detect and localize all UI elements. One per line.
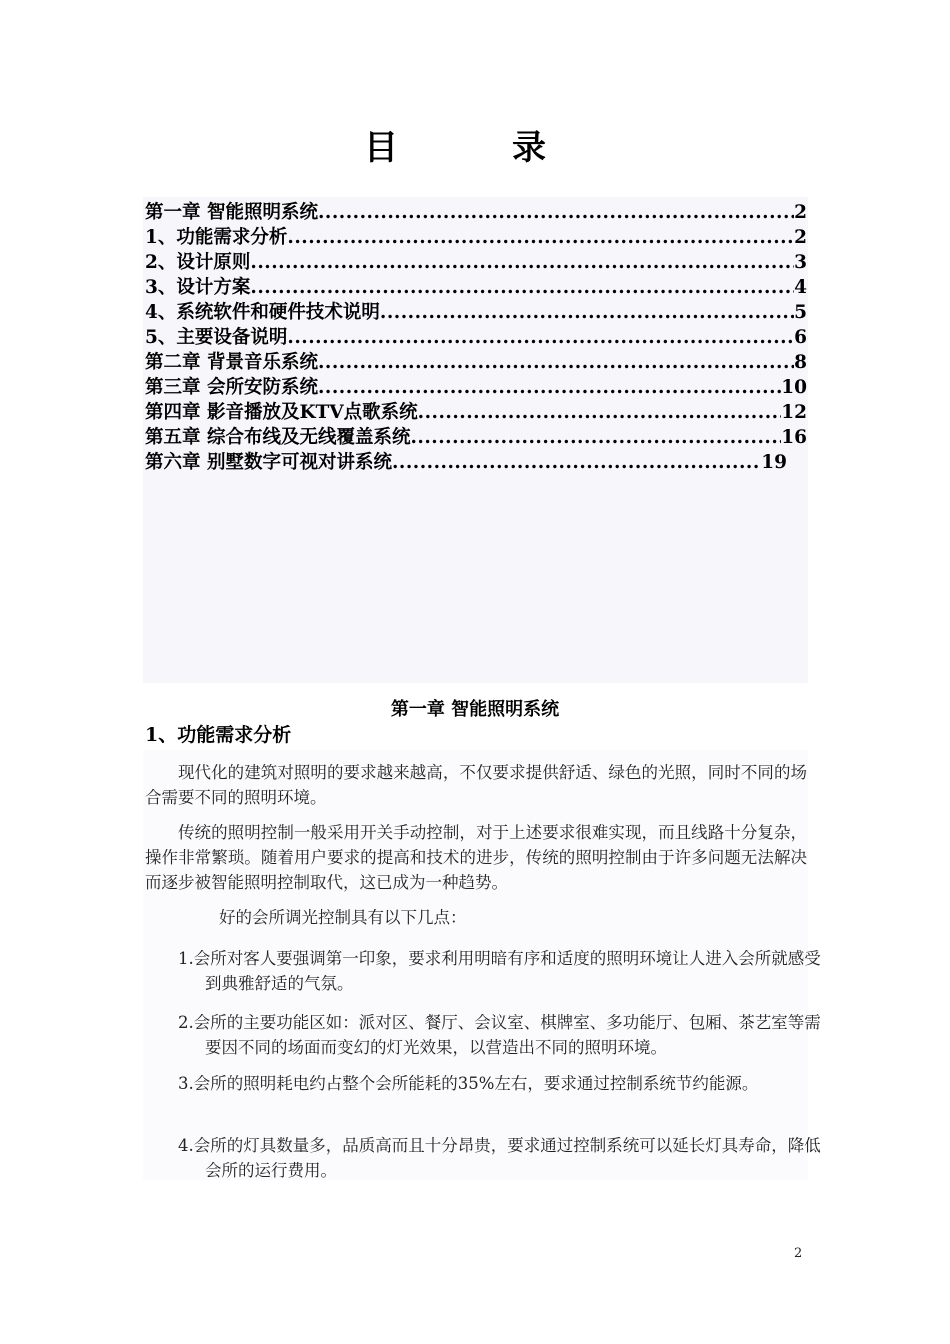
toc-entry[interactable] xyxy=(145,425,807,450)
toc-entry-text: 4、系统软件和硬件技术说明 xyxy=(145,302,380,323)
toc-entry-page: 16 xyxy=(781,427,807,448)
toc-leader-dots xyxy=(287,325,794,350)
toc-entry-page: 12 xyxy=(781,402,807,423)
toc-entry-text: 第二章 背景音乐系统 xyxy=(145,352,318,373)
toc-entry-text: 第三章 会所安防系统 xyxy=(145,377,318,398)
toc-entry[interactable] xyxy=(145,450,787,475)
toc-leader-dots xyxy=(418,400,782,425)
toc-entry[interactable] xyxy=(145,350,807,375)
toc-entry-page: 8 xyxy=(794,352,807,373)
toc-entry[interactable] xyxy=(145,375,807,400)
toc-entry-page: 2 xyxy=(794,202,807,223)
body-paragraph: 现代化的建筑对照明的要求越来越高，不仅要求提供舒适、绿色的光照，同时不同的场合需要不同的照明环境。 xyxy=(145,763,807,807)
toc-entry-text: 1、功能需求分析 xyxy=(145,227,288,248)
toc-leader-dots xyxy=(250,250,794,275)
list-item: 4.会所的灯具数量多，品质高而且十分昂贵，要求通过控制系统可以延长灯具寿命，降低会所的运行费用。 xyxy=(178,1136,821,1180)
list-item: 2.会所的主要功能区如：派对区、餐厅、会议室、棋牌室、多功能厅、包厢、茶艺室等需要因不同的场面而变幻的灯光效果，以营造出不同的照明环境。 xyxy=(178,1013,821,1057)
toc-entry-page: 3 xyxy=(794,252,807,273)
toc-leader-dots xyxy=(392,450,761,475)
page-number: 2 xyxy=(794,1246,803,1261)
toc-leader-dots xyxy=(318,350,794,375)
toc-entry-text: 5、主要设备说明 xyxy=(145,327,288,348)
toc-leader-dots xyxy=(380,300,794,325)
toc-entry-text: 第四章 影音播放及KTV点歌系统 xyxy=(145,402,418,423)
section-heading: 1、功能需求分析 xyxy=(145,724,292,746)
toc-leader-dots xyxy=(250,275,794,300)
body-paragraph: 传统的照明控制一般采用开关手动控制，对于上述要求很难实现，而且线路十分复杂，操作非常繁琐。随着用户要求的提高和技术的进步，传统的照明控制由于许多问题无法解决而逐步被智能照明控制取代，这已成为一种趋势。 xyxy=(145,823,807,892)
toc-entry-text: 第一章 智能照明系统 xyxy=(145,202,318,223)
toc-entry-text: 3、设计方案 xyxy=(145,277,251,298)
chapter-heading: 第一章 智能照明系统 xyxy=(390,699,560,720)
toc-entry[interactable] xyxy=(145,400,807,425)
toc-entry-text: 第五章 综合布线及无线覆盖系统 xyxy=(145,427,411,448)
toc-entry[interactable] xyxy=(145,200,807,225)
toc-entry-text: 2、设计原则 xyxy=(145,252,251,273)
toc-entry[interactable] xyxy=(145,325,807,350)
toc-leader-dots xyxy=(318,200,794,225)
toc-entry[interactable] xyxy=(145,300,807,325)
list-intro: 好的会所调光控制具有以下几点： xyxy=(219,908,467,927)
toc-entry[interactable] xyxy=(145,225,807,250)
toc-entry-page: 2 xyxy=(794,227,807,248)
toc-entry-page: 5 xyxy=(794,302,807,323)
toc-entry-page: 4 xyxy=(794,277,807,298)
list-item: 3.会所的照明耗电约占整个会所能耗的35%左右，要求通过控制系统节约能源。 xyxy=(178,1074,759,1093)
toc-entry[interactable] xyxy=(145,275,807,300)
list-item: 1.会所对客人要强调第一印象，要求利用明暗有序和适度的照明环境让人进入会所就感受到典雅舒适的气氛。 xyxy=(178,949,821,993)
toc-leader-dots xyxy=(287,225,794,250)
toc-title: 目 录 xyxy=(364,128,586,168)
toc-entry[interactable] xyxy=(145,250,807,275)
toc-leader-dots xyxy=(318,375,781,400)
table-of-contents xyxy=(145,200,807,475)
toc-entry-text: 第六章 别墅数字可视对讲系统 xyxy=(145,452,392,473)
toc-entry-page: 10 xyxy=(781,377,807,398)
toc-leader-dots xyxy=(410,425,781,450)
toc-entry-page: 6 xyxy=(794,327,807,348)
toc-entry-page: 19 xyxy=(761,452,787,473)
